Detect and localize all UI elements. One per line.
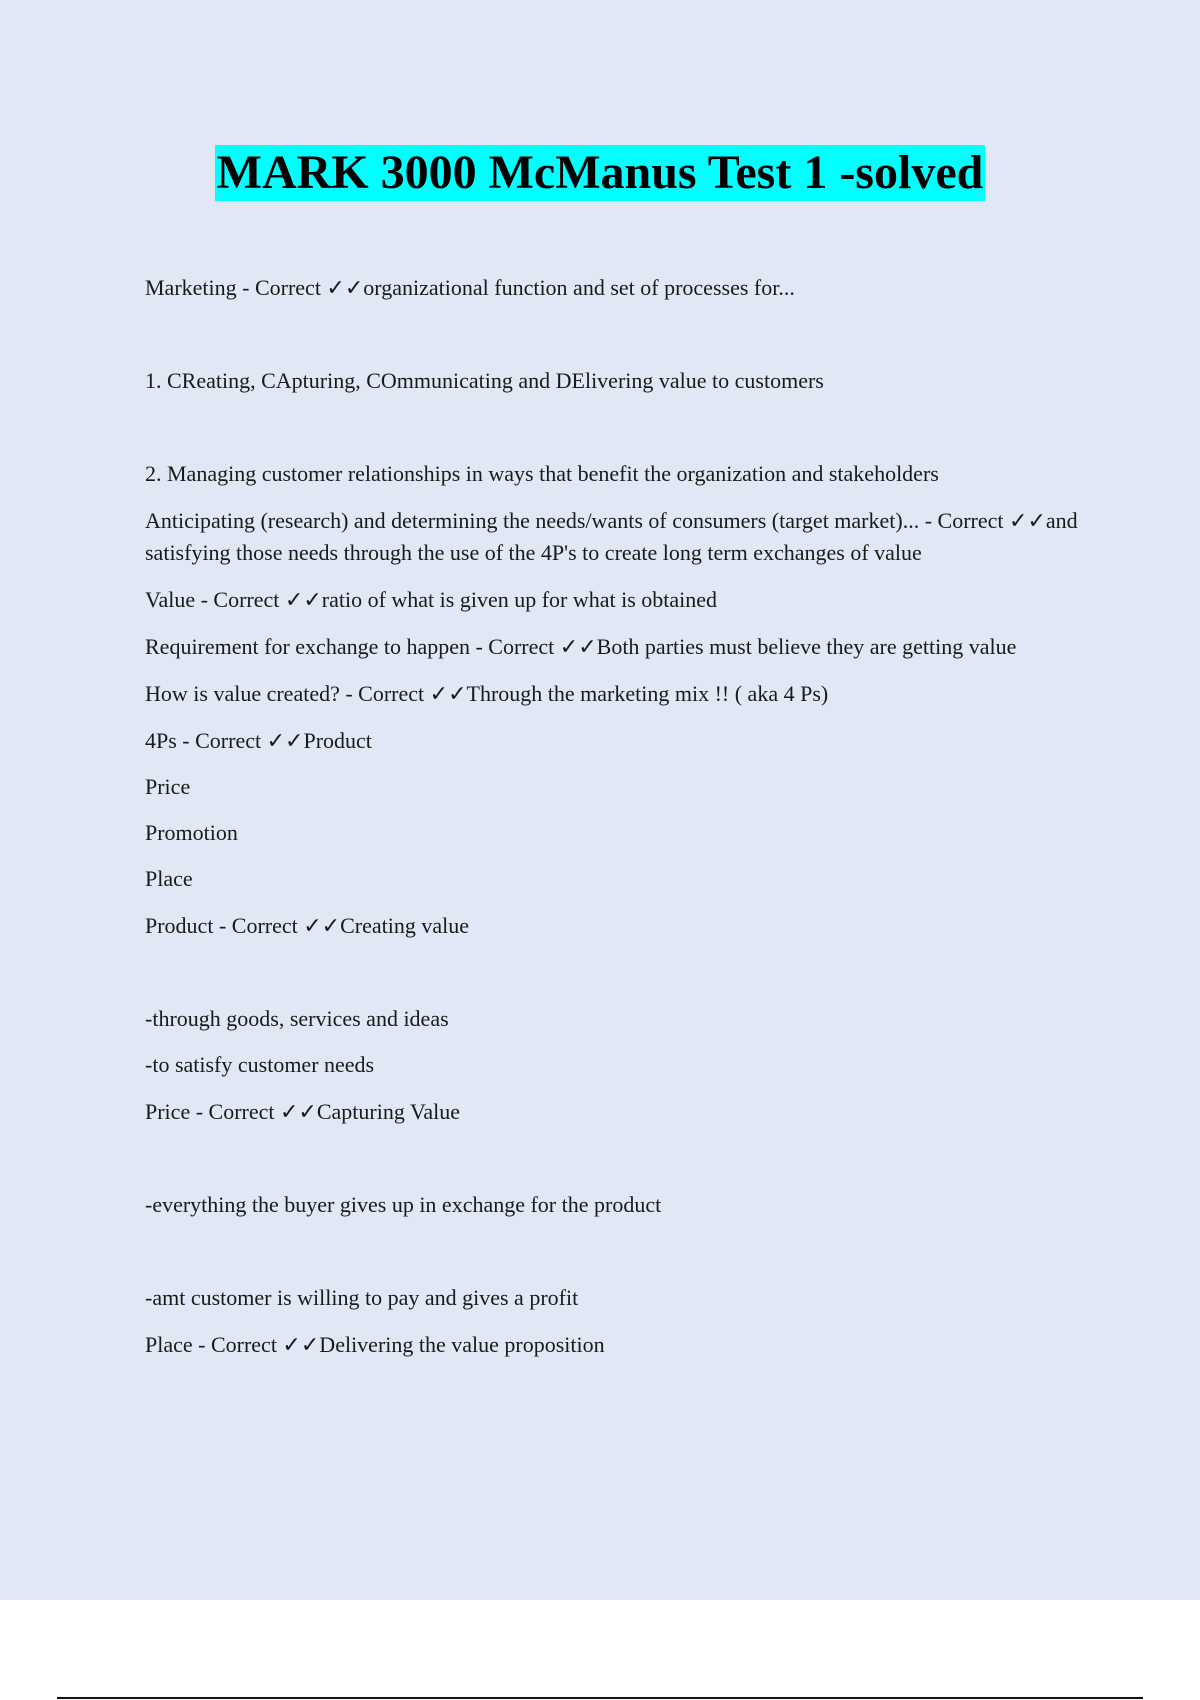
paragraph-4ps: 4Ps - Correct ✓✓Product: [145, 728, 372, 753]
title-container: [0, 145, 1200, 201]
paragraph-buyer-gives-up: -everything the buyer gives up in exchange for the product: [145, 1192, 662, 1217]
paragraph-requirement: Requirement for exchange to happen - Correct ✓✓Both parties must believe they are getting value: [145, 634, 1017, 659]
paragraph-amt-customer: -amt customer is willing to pay and gives a profit: [145, 1285, 579, 1310]
paragraph-creating-value: 1. CReating, CApturing, COmmunicating and DElivering value to customers: [145, 368, 824, 393]
paragraph-price: Price - Correct ✓✓Capturing Value: [145, 1099, 461, 1124]
paragraph-product: Product - Correct ✓✓Creating value: [145, 913, 469, 938]
paragraph-anticipating: Anticipating (research) and determining the needs/wants of consumers (target market)... - Correct ✓✓and satisfying those needs through the use of the 4P's to create long term exchanges of value: [145, 508, 1078, 565]
footer-divider: [57, 1697, 1143, 1699]
paragraph-place-item: Place: [145, 866, 193, 891]
paragraph-goods-services: -through goods, services and ideas: [145, 1006, 449, 1031]
paragraph-satisfy-needs: -to satisfy customer needs: [145, 1052, 375, 1077]
paragraph-how-value-created: How is value created? - Correct ✓✓Through the marketing mix !! ( aka 4 Ps): [145, 681, 829, 706]
document-title: MARK 3000 McManus Test 1 -solved: [216, 146, 984, 199]
paragraph-price-item: Price: [145, 774, 191, 799]
paragraph-promotion-item: Promotion: [145, 820, 238, 845]
document-body: [145, 272, 1080, 1361]
paragraph-place: Place - Correct ✓✓Delivering the value proposition: [145, 1332, 605, 1357]
paragraph-value: Value - Correct ✓✓ratio of what is given up for what is obtained: [145, 587, 718, 612]
paragraph-marketing: Marketing - Correct ✓✓organizational function and set of processes for...: [145, 275, 795, 300]
paragraph-managing-relationships: 2. Managing customer relationships in ways that benefit the organization and stakeholders: [145, 461, 939, 486]
